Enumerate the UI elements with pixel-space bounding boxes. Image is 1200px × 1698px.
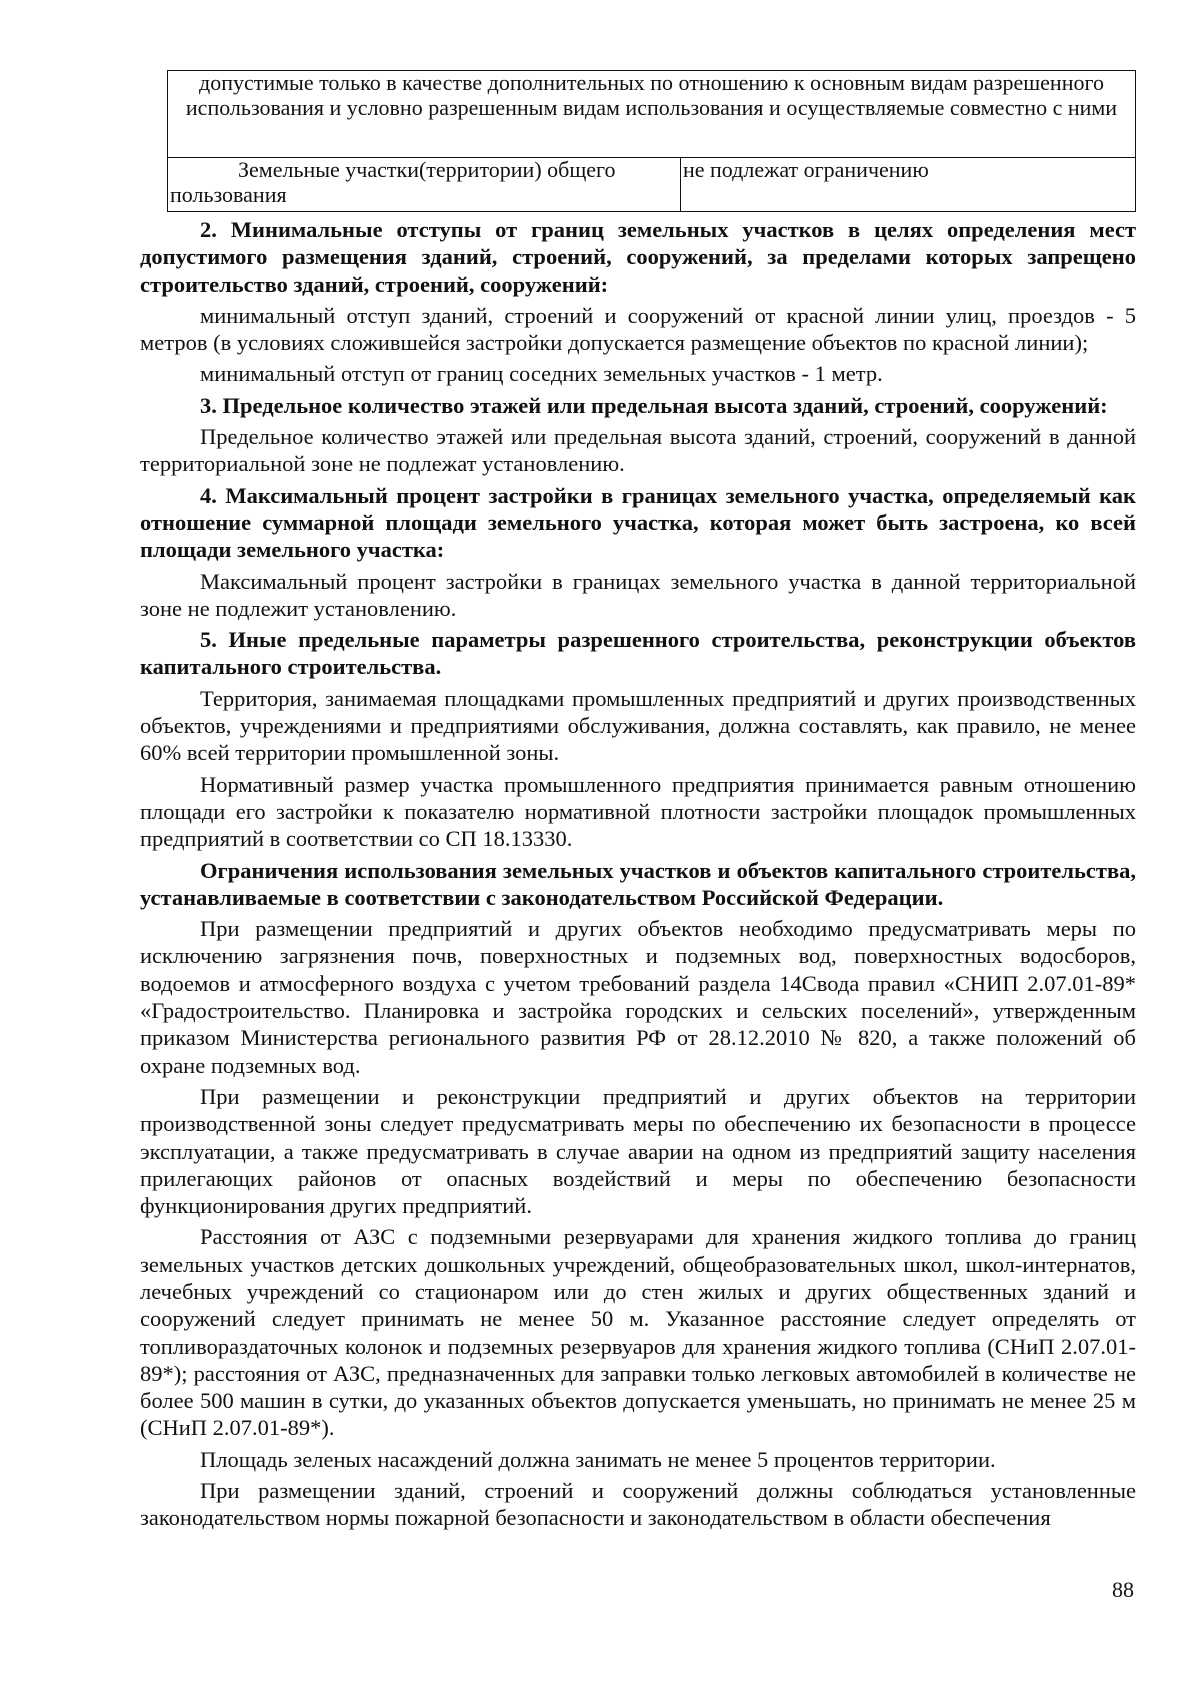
paragraph: При размещении предприятий и других объектов необходимо предусматривать меры по исключению загрязнения почв, поверхностных и подземных вод, поверхностных водосборов, водоемов и атмосферного воздуха с учетом требований раздела 14Свода правил «СНИП 2.07.01-89* «Градостроительство. Планировка и застройка городских и сельских поселений», утвержденным приказом Министерства регионального развития РФ от 28.12.2010 № 820, а также положений об охране подземных вод. (140, 916, 1136, 1078)
paragraph: Расстояния от АЗС с подземными резервуарами для хранения жидкого топлива до границ земельных участков детских дошкольных учреждений, общеобразовательных школ, школ-интернатов, лечебных учреждений со стационаром или до стен жилых и других общественных зданий и сооружений следует принимать не менее 50 м. Указанное расстояние следует определять от топливораздаточных колонок и подземных резервуаров для хранения жидкого топлива (СНиП 2.07.01-89*); расстояния от АЗС, предназначенных для заправки только легковых автомобилей в количестве не более 500 машин в сутки, до указанных объектов допускается уменьшать, но принимать не менее 25 м (СНиП 2.07.01-89*). (140, 1224, 1136, 1441)
section-5-heading: 5. Иные предельные параметры разрешенного строительства, реконструкции объектов капитального строительства. (140, 627, 1136, 680)
section-4-heading: 4. Максимальный процент застройки в границах земельного участка, определяемый как отношение суммарной площади земельного участка, которая может быть застроена, ко всей площади земельного участка: (140, 482, 1136, 563)
document-page (140, 70, 1136, 1532)
paragraph: При размещении и реконструкции предприятий и других объектов на территории производственной зоны следует предусматривать меры по обеспечению их безопасности в процессе эксплуатации, а также предусматривать в случае аварии на одном из предприятий защиту населения прилегающих районов от опасных воздействий и меры по обеспечению безопасности функционирования других предприятий. (140, 1083, 1136, 1219)
paragraph: Нормативный размер участка промышленного предприятия принимается равным отношению площади его застройки к показателю нормативной плотности застройки площадок промышленных предприятий в соответствии со СП 18.13330. (140, 771, 1136, 852)
paragraph: Площадь зеленых насаждений должна занимать не менее 5 процентов территории. (200, 1446, 996, 1472)
paragraph: Максимальный процент застройки в границах земельного участка в данной территориальной зоне не подлежит установлению. (140, 568, 1136, 621)
section-2-heading: 2. Минимальные отступы от границ земельных участков в целях определения мест допустимого размещения зданий, строений, сооружений, за пределами которых запрещено строительство зданий, строений, сооружений: (140, 217, 1136, 297)
paragraph: минимальный отступ зданий, строений и сооружений от красной линии улиц, проездов - 5 метров (в условиях сложившейся застройки допускается размещение объектов по красной линии); (140, 302, 1136, 356)
table-cell-category: Земельные участки(территории) общего пользования (168, 158, 681, 212)
paragraph: минимальный отступ от границ соседних земельных участков - 1 метр. (200, 361, 883, 387)
table-header-cell: допустимые только в качестве дополнительных по отношению к основным видам разрешенного использования и условно разрешенным видам использования и осуществляемые совместно с ними (168, 71, 1136, 158)
land-use-table (167, 70, 1136, 212)
paragraph: Предельное количество этажей или предельная высота зданий, строений, сооружений в данной территориальной зоне не подлежат установлению. (140, 424, 1136, 477)
page-number: 88 (1112, 1577, 1134, 1602)
paragraph: Территория, занимаемая площадками промышленных предприятий и других производственных объектов, учреждениями и предприятиями обслуживания, должна составлять, как правило, не менее 60% всей территории промышленной зоны. (140, 685, 1136, 766)
section-3-heading: 3. Предельное количество этажей или предельная высота зданий, строений, сооружений: (200, 392, 1108, 418)
table-row (168, 71, 1136, 158)
table-row (168, 158, 1136, 212)
restrictions-heading: Ограничения использования земельных участков и объектов капитального строительства, устанавливаемые в соответствии с законодательством Российской Федерации. (140, 857, 1136, 910)
paragraph: При размещении зданий, строений и сооружений должны соблюдаться установленные законодательством нормы пожарной безопасности и законодательством в области обеспечения (140, 1478, 1136, 1531)
table-cell-restriction: не подлежат ограничению (681, 158, 1136, 212)
